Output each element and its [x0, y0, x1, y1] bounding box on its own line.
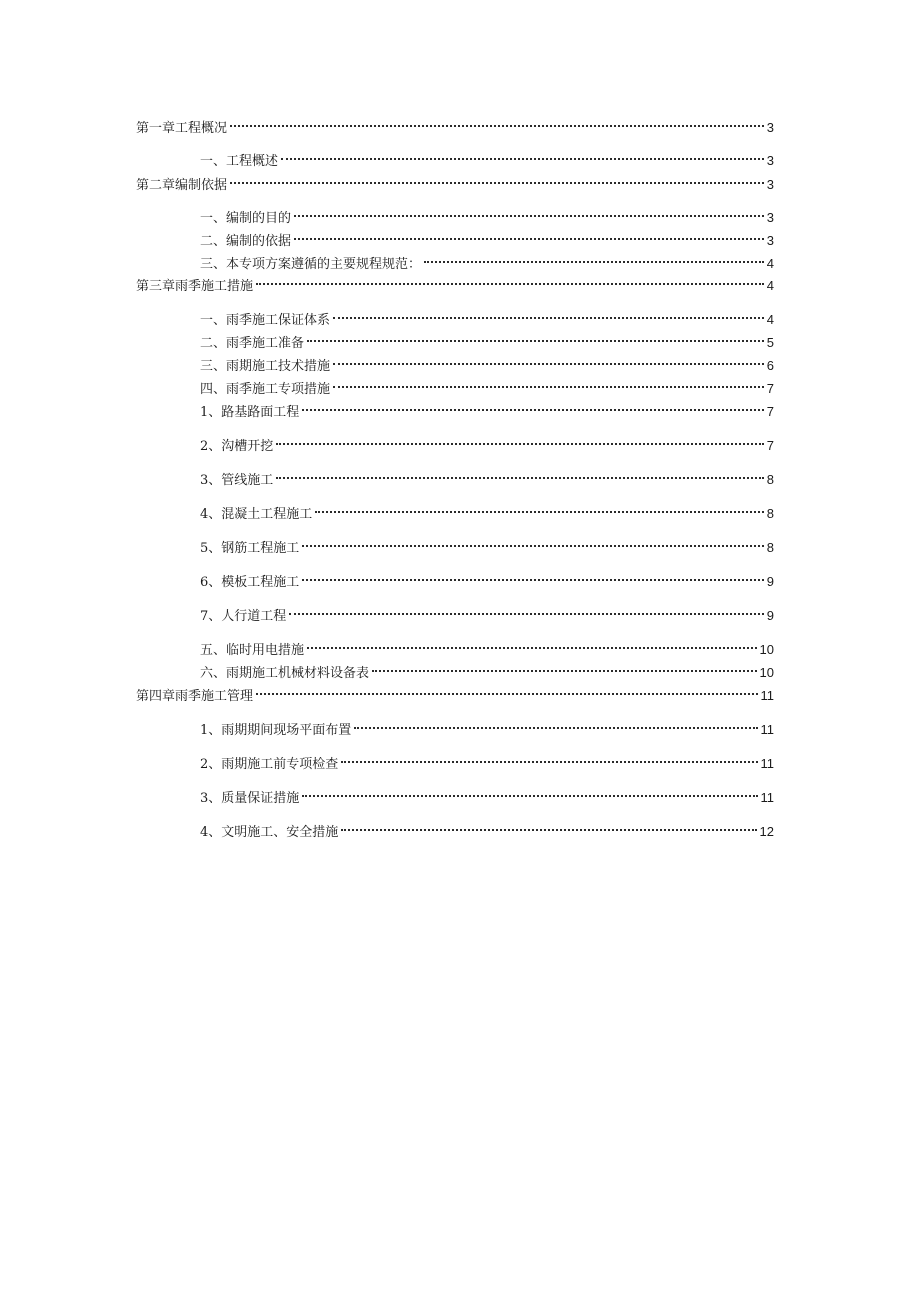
toc-leader-dots — [372, 657, 757, 677]
toc-leader-dots — [333, 373, 764, 393]
toc-entry-page: 7 — [766, 438, 774, 453]
toc-entry-page: 12 — [759, 824, 774, 839]
toc-entry-page: 9 — [766, 608, 774, 623]
toc-entry-page: 11 — [760, 756, 774, 771]
toc-entry-title: 一、雨季施工保证体系 — [200, 313, 331, 328]
toc-leader-dots — [354, 714, 757, 734]
toc-entry-page: 3 — [766, 120, 774, 135]
toc-entry-title: 第四章雨季施工管理 — [136, 689, 254, 704]
toc-entry-title: 3、质量保证措施 — [200, 791, 300, 806]
toc-entry-title: 一、工程概述 — [200, 154, 279, 169]
toc-entry[interactable] — [200, 634, 774, 658]
toc-entry-page: 4 — [766, 312, 774, 327]
toc-entry-title: 三、雨期施工技术措施 — [200, 359, 331, 374]
toc-entry[interactable] — [136, 270, 774, 294]
toc-entry[interactable] — [200, 782, 774, 806]
toc-entry[interactable] — [200, 350, 774, 374]
toc-entry-title: 二、编制的依据 — [200, 234, 292, 249]
toc-entry[interactable] — [200, 145, 774, 169]
toc-entry-page: 11 — [760, 722, 774, 737]
toc-leader-dots — [230, 169, 764, 189]
toc-entry[interactable] — [200, 202, 774, 226]
toc-leader-dots — [289, 600, 763, 620]
toc-entry-title: 四、雨季施工专项措施 — [200, 382, 331, 397]
toc-entry-page: 3 — [766, 153, 774, 168]
toc-leader-dots — [230, 112, 764, 132]
toc-entry-page: 8 — [766, 540, 774, 555]
toc-entry-title: 1、雨期期间现场平面布置 — [200, 723, 352, 738]
toc-entry[interactable] — [200, 532, 774, 556]
toc-leader-dots — [294, 225, 764, 245]
toc-leader-dots — [294, 202, 764, 222]
toc-entry[interactable] — [200, 498, 774, 522]
toc-leader-dots — [333, 304, 764, 324]
toc-entry[interactable] — [136, 169, 774, 193]
toc-entry-page: 8 — [766, 506, 774, 521]
toc-entry[interactable] — [200, 714, 774, 738]
toc-entry-page: 10 — [759, 665, 774, 680]
toc-leader-dots — [302, 566, 763, 586]
toc-entry-title: 2、沟槽开挖 — [200, 439, 274, 454]
toc-entry[interactable] — [200, 304, 774, 328]
toc-entry-title: 5、钢筋工程施工 — [200, 541, 300, 556]
toc-entry-title: 第三章雨季施工措施 — [136, 279, 254, 294]
toc-leader-dots — [307, 327, 764, 347]
toc-leader-dots — [256, 270, 764, 290]
toc-entry-title: 3、管线施工 — [200, 473, 274, 488]
toc-leader-dots — [276, 464, 763, 484]
toc-entry[interactable] — [200, 600, 774, 624]
toc-entry-page: 5 — [766, 335, 774, 350]
toc-entry[interactable] — [136, 112, 774, 136]
toc-entry-page: 6 — [766, 358, 774, 373]
toc-leader-dots — [307, 634, 757, 654]
toc-leader-dots — [281, 145, 764, 165]
toc-entry-page: 3 — [766, 177, 774, 192]
toc-leader-dots — [276, 430, 763, 450]
toc-entry-page: 11 — [760, 790, 774, 805]
toc-entry-page: 4 — [766, 256, 774, 271]
toc-entry-page: 4 — [766, 278, 774, 293]
toc-entry[interactable] — [200, 396, 774, 420]
toc-entry-title: 一、编制的目的 — [200, 211, 292, 226]
toc-entry[interactable] — [200, 430, 774, 454]
toc-entry-page: 3 — [766, 210, 774, 225]
toc-entry-title: 第二章编制依据 — [136, 178, 228, 193]
toc-entry-page: 10 — [759, 642, 774, 657]
toc-leader-dots — [333, 350, 764, 370]
toc-entry[interactable] — [200, 566, 774, 590]
toc-entry[interactable] — [200, 373, 774, 397]
toc-entry-title: 6、模板工程施工 — [200, 575, 300, 590]
toc-entry-title: 1、路基路面工程 — [200, 405, 300, 420]
toc-leader-dots — [256, 680, 757, 700]
toc-entry-title: 五、临时用电措施 — [200, 643, 305, 658]
toc-entry[interactable] — [200, 327, 774, 351]
toc-entry-title: 7、人行道工程 — [200, 609, 287, 624]
toc-leader-dots — [302, 532, 763, 552]
toc-entry-title: 第一章工程概况 — [136, 121, 228, 136]
toc-entry[interactable] — [200, 657, 774, 681]
toc-entry-title: 六、雨期施工机械材料设备表 — [200, 666, 370, 681]
toc-entry[interactable] — [200, 816, 774, 840]
toc-entry-title: 三、本专项方案遵循的主要规程规范： — [200, 257, 422, 272]
toc-entry-title: 4、文明施工、安全措施 — [200, 825, 339, 840]
toc-leader-dots — [302, 396, 763, 416]
toc-leader-dots — [341, 816, 756, 836]
toc-entry-title: 4、混凝土工程施工 — [200, 507, 313, 522]
toc-entry-page: 8 — [766, 472, 774, 487]
toc-entry[interactable] — [200, 248, 774, 272]
toc-leader-dots — [424, 248, 764, 268]
toc-leader-dots — [302, 782, 757, 802]
toc-entry-title: 2、雨期施工前专项检查 — [200, 757, 339, 772]
toc-entry[interactable] — [200, 748, 774, 772]
toc-entry-page: 3 — [766, 233, 774, 248]
toc-entry-page: 7 — [766, 381, 774, 396]
toc-entry-page: 11 — [760, 688, 774, 703]
toc-leader-dots — [315, 498, 763, 518]
toc-leader-dots — [341, 748, 757, 768]
toc-entry-page: 9 — [766, 574, 774, 589]
toc-entry[interactable] — [200, 464, 774, 488]
toc-entry[interactable] — [136, 680, 774, 704]
toc-entry[interactable] — [200, 225, 774, 249]
toc-entry-page: 7 — [766, 404, 774, 419]
toc-entry-title: 二、雨季施工准备 — [200, 336, 305, 351]
